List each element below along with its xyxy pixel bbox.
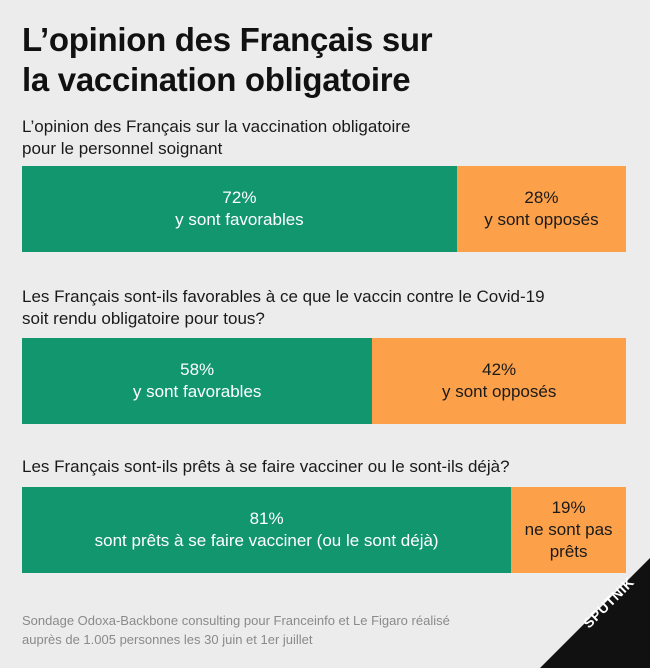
bar-3-opposed-value: 19% (551, 498, 586, 517)
bar-1-favorable-value: 72% (222, 188, 257, 207)
bar-1-opposed-segment (457, 166, 626, 252)
question-1-line-2: pour le personnel soignant (22, 139, 223, 158)
bar-3-opposed-label-line-1: ne sont pas (524, 520, 613, 539)
question-2-line-2: soit rendu obligatoire pour tous? (22, 309, 265, 328)
stacked-bar-2 (22, 338, 626, 424)
bar-3-opposed-label-line-2: prêts (549, 542, 588, 561)
question-2-line-1: Les Français sont-ils favorables à ce que le vaccin contre le Covid-19 (22, 287, 545, 306)
bar-3-favorable-segment (22, 487, 511, 573)
bar-1-favorable-segment (22, 166, 457, 252)
title-line-2: la vaccination obligatoire (22, 61, 411, 98)
question-2 (22, 286, 632, 330)
logo-text: SPUTNIK (579, 573, 638, 632)
source-note-line-1: Sondage Odoxa-Backbone consulting pour Franceinfo et Le Figaro réalisé (22, 613, 450, 628)
stacked-bar-1 (22, 166, 626, 252)
bar-2-opposed-segment (372, 338, 626, 424)
bar-2-opposed-label: y sont opposés (441, 382, 557, 401)
bar-1-opposed-value: 28% (524, 188, 559, 207)
bar-1-favorable-label: y sont favorables (175, 210, 304, 229)
bar-3-favorable-value: 81% (249, 509, 284, 528)
stacked-bar-3 (22, 487, 626, 573)
bar-2-favorable-segment (22, 338, 372, 424)
source-note (22, 611, 542, 649)
sputnik-logo-icon (540, 558, 650, 668)
bar-2-opposed-value: 42% (482, 360, 517, 379)
question-1 (22, 116, 632, 160)
bar-2-favorable-value: 58% (180, 360, 215, 379)
bar-3-favorable-label: sont prêts à se faire vacciner (ou le sont déjà) (94, 531, 439, 550)
bar-2-favorable-label: y sont favorables (132, 382, 262, 401)
source-note-line-2: auprès de 1.005 personnes les 30 juin et 1er juillet (22, 632, 313, 647)
question-3-line-1: Les Français sont-ils prêts à se faire vacciner ou le sont-ils déjà? (22, 457, 510, 476)
bar-1-opposed-label: y sont opposés (484, 210, 599, 229)
question-1-line-1: L’opinion des Français sur la vaccination obligatoire (22, 117, 411, 136)
title-line-1: L’opinion des Français sur (22, 21, 433, 58)
question-3 (22, 456, 632, 478)
page-title (22, 20, 582, 100)
